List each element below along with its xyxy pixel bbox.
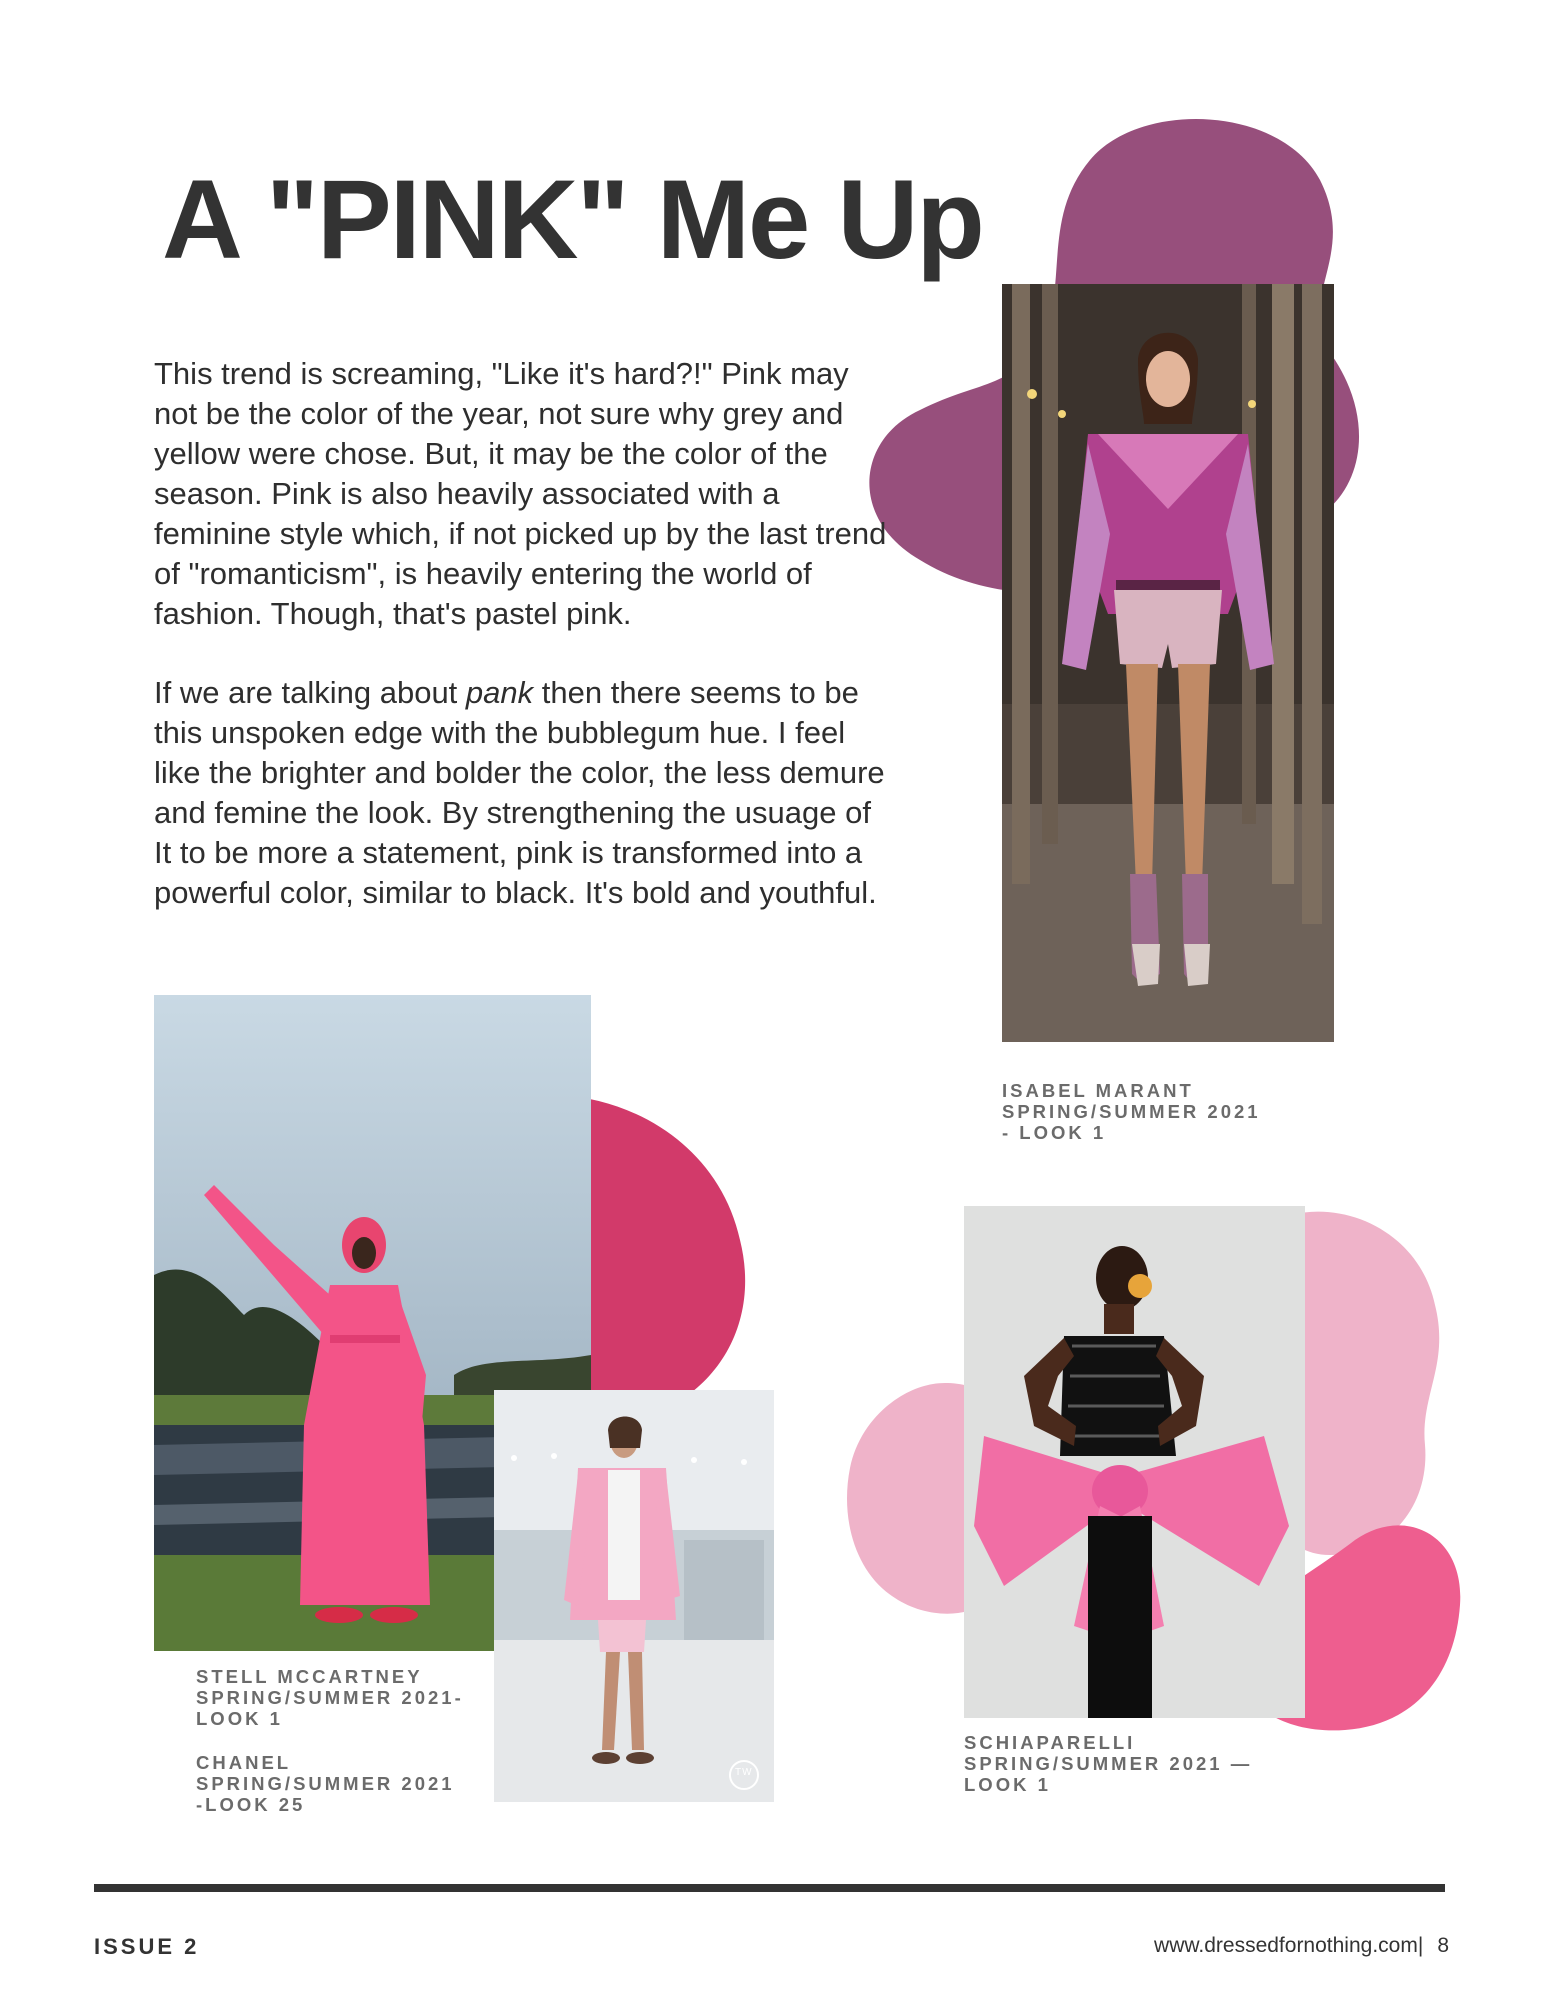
- issue-label: ISSUE 2: [94, 1934, 200, 1959]
- pank-emphasis: pank: [465, 675, 534, 710]
- article-paragraph-2: If we are talking about pank then there seems to be this unspoken edge with the bubblegum hue. I feel like the brighter and bolder the color, the less demure and femine the look. By strengthening the usuage of It to be more a statement, pink is transformed into a powerful color, similar to black. It's bold and youthful.: [154, 675, 885, 910]
- footer-separator: |: [1417, 1934, 1424, 1957]
- page-number: 8: [1437, 1934, 1449, 1957]
- caption-isabel-marant: ISABEL MARANT SPRING/SUMMER 2021 - LOOK 1: [1002, 1080, 1261, 1143]
- caption-stella-mccartney: STELL MCCARTNEY SPRING/SUMMER 2021- LOOK 1: [196, 1666, 464, 1729]
- article-paragraph-1: This trend is screaming, "Like it's hard?!" Pink may not be the color of the year, not sure why grey and yellow were chose. But, it may be the color of the season. Pink is also heavily associated with a feminine style which, if not picked up by the last trend of "romanticism", is heavily entering the world of fashion. Though, that's pastel pink.: [154, 356, 887, 631]
- caption-chanel: CHANEL SPRING/SUMMER 2021 -LOOK 25: [196, 1752, 455, 1815]
- runway-photo-schiaparelli: [964, 1206, 1305, 1718]
- footer-divider: [94, 1884, 1445, 1892]
- photo-watermark: TW: [735, 1767, 753, 1778]
- footer-site-and-page: [1154, 1934, 1449, 1958]
- runway-photo-isabel-marant: [1002, 284, 1334, 1042]
- article-title: A "PINK" Me Up: [162, 157, 983, 282]
- caption-schiaparelli: SCHIAPARELLI SPRING/SUMMER 2021 — LOOK 1: [964, 1732, 1253, 1795]
- runway-photo-chanel: [494, 1390, 774, 1802]
- website-link[interactable]: www.dressedfornothing.com: [1154, 1934, 1418, 1957]
